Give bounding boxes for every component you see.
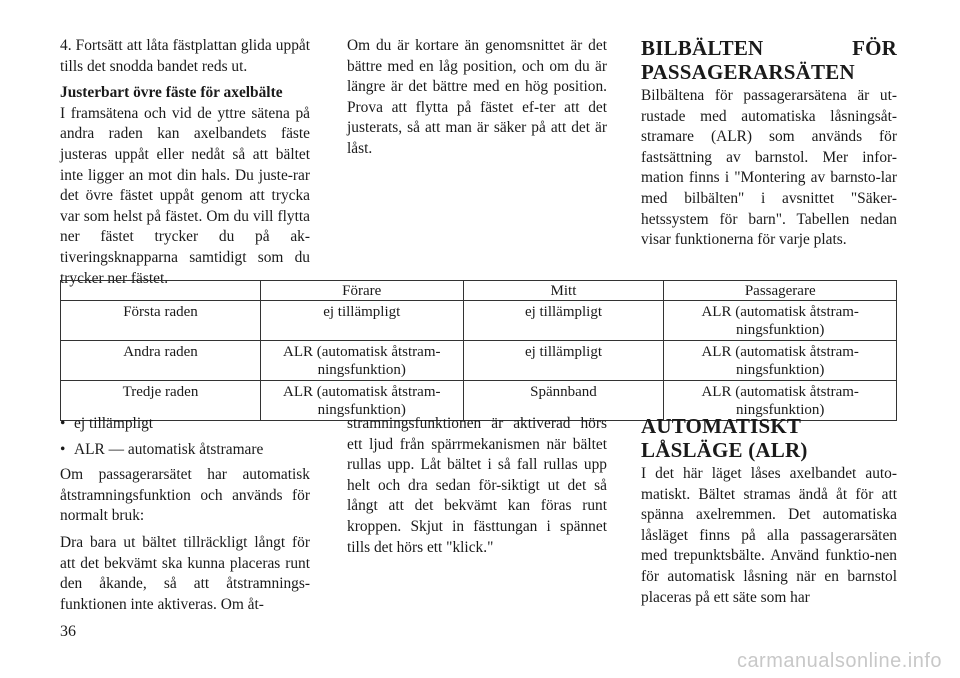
list-item-text: ej tillämpligt [74,415,154,432]
table-cell: ej tillämpligt [463,301,664,341]
body-paragraph: I framsätena och vid de yttre sätena på andra raden kan axelbandets fäste justeras uppåt eller nedåt så att bältet inte ligger an mot din hals. Du juste-rar det övre fästet uppåt genom att trycka var som helst på fästet. Om du vill flytta ner fästet trycker du på ak-tiveringsknapparna samtidigt som du trycker ner fästet. [60,104,310,287]
table-cell: ALR (automatisk åtstram-ningsfunktion) [664,301,897,341]
body-paragraph: Bilbältena för passagerarsätena är ut-rustade med automatiska låsningsåt-stramare (ALR) som används för fastsättning av barnstol. Mer infor-mation finns i "Montering av barnsto-lar med bilbälten" i avsnittet "Säker-hetssystem för barn". Tabellen nedan visar funktionerna för varje plats. [641,87,897,249]
column-3-bottom [641,414,897,614]
column-3-top [641,36,897,257]
list-item-text: ALR — automatisk åtstramare [74,440,264,458]
table-row [61,341,897,381]
table-cell: ALR (automatisk åtstram-ningsfunktion) [664,381,897,421]
table-cell: Andra raden [61,341,261,381]
section-title: AUTOMATISKT LÅSLÄGE (ALR) [641,414,808,462]
table-header-row [61,281,897,301]
table-cell: ej tillämpligt [463,341,664,381]
table-cell: ej tillämpligt [260,301,463,341]
body-paragraph: Om passagerarsätet har automatisk åtstramningsfunktion och används för normalt bruk: [60,466,310,525]
body-paragraph: Dra bara ut bältet tillräckligt långt för att det bekvämt ska kunna placeras runt den åkande, så att åtstramnings-funktionen inte aktiveras. Om åt- [60,533,310,613]
table-row [61,301,897,341]
list-item [60,414,310,435]
body-paragraph: Om du är kortare än genomsnittet är det bättre med en låg position, och om du är längre är det bättre med en hög position. Prova att flytta på fästet ef-ter att det justerats, så att man är säker på att det är låst. [347,37,607,157]
table-cell: ALR (automatisk åtstram-ningsfunktion) [260,341,463,381]
bullet-icon: • [60,415,66,432]
bullet-icon: • [60,440,66,458]
table-cell: ALR (automatisk åtstram-ningsfunktion) [664,341,897,381]
table-header-cell: Förare [260,281,463,301]
step-4-text: 4. Fortsätt att låta fästplattan glida uppåt tills det snodda bandet reds ut. [60,37,310,75]
seat-function-table [60,280,897,421]
table-cell: Första raden [61,301,261,341]
body-paragraph: I det här läget låses axelbandet auto-matiskt. Bältet stramas ändå åt för att spänna axelremmen. Det automatiska låsläget finns på alla passagerarsäten med trepunktsbälte. Använd funktio-nen för automatisk låsning när en barnstol placeras på ett säte som har [641,465,897,606]
watermark: carmanualsonline.info [736,650,942,672]
page-number: 36 [60,623,76,640]
legend-list [60,414,310,460]
body-paragraph: stramningsfunktionen är aktiverad hörs ett ljud från spärrmekanismen när bältet rullas upp. Låt bältet i så fall rullas upp helt och dra sedan för-siktigt ut det så långt att det bekvämt kan föras runt kroppen. Skjut in fästtungan i spännet tills det hörs ett "klick." [347,415,607,556]
column-1-bottom [60,414,310,621]
table-cell: ALR (automatisk åtstram-ningsfunktion) [260,381,463,421]
table-header-cell: Passagerare [664,281,897,301]
table-header-cell: Mitt [463,281,664,301]
column-2-bottom [347,414,607,564]
table-cell: Spännband [463,381,664,421]
section-title: BILBÄLTEN FÖR PASSAGERARSÄTEN [641,36,897,84]
section-heading: Justerbart övre fäste för axelbälte [60,84,283,102]
table-header-cell [61,281,261,301]
column-2-top [347,36,607,166]
list-item [60,440,310,461]
column-1-top [60,36,310,295]
table-cell: Tredje raden [61,381,261,421]
